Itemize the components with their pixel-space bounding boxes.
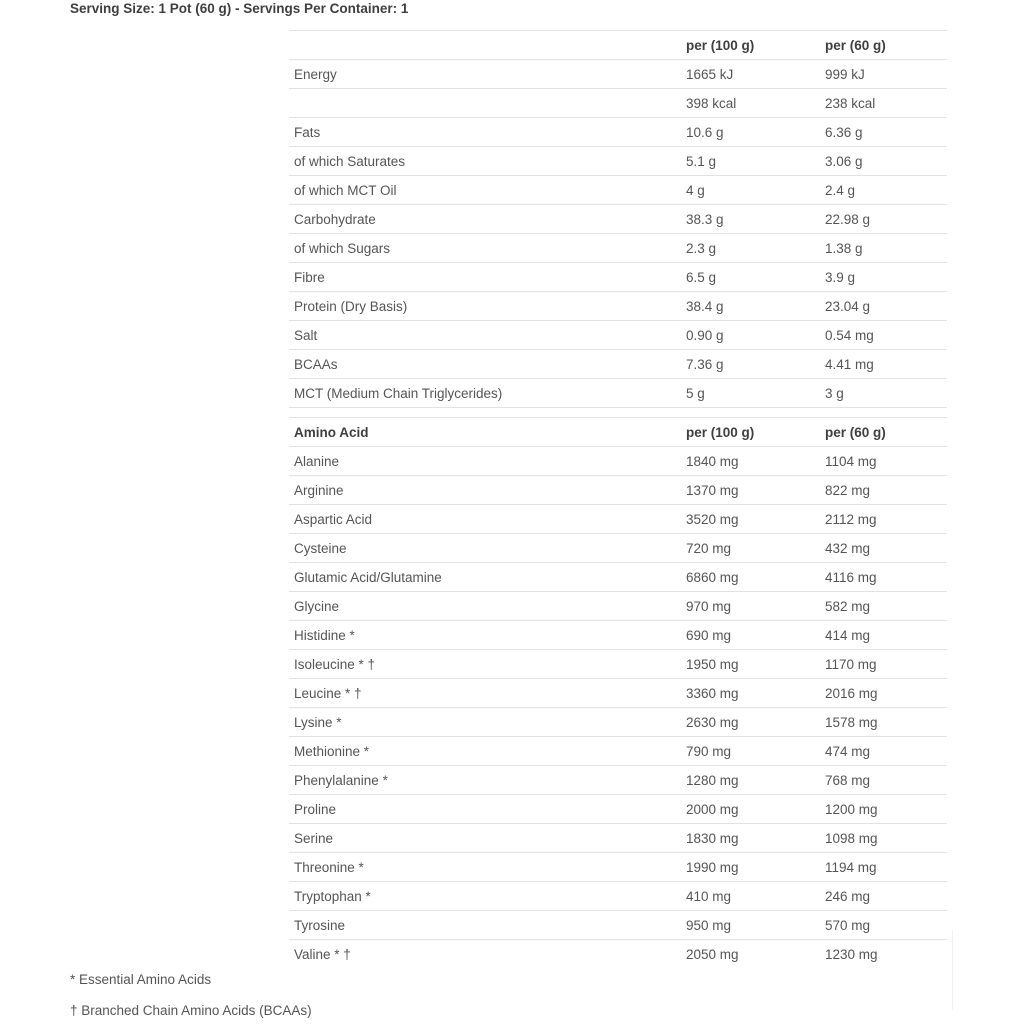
nutrient-name: Protein (Dry Basis) bbox=[294, 298, 408, 314]
per-100g-value: 3520 mg bbox=[686, 511, 739, 527]
per-60g-value: 2.4 g bbox=[825, 182, 856, 198]
nutrient-name: MCT (Medium Chain Triglycerides) bbox=[294, 385, 503, 401]
nutrient-name: Arginine bbox=[294, 482, 344, 498]
table-row bbox=[289, 117, 947, 146]
per-60g-value: 1.38 g bbox=[825, 240, 863, 256]
table-row bbox=[289, 707, 947, 736]
per-60g-value: 1098 mg bbox=[825, 830, 878, 846]
per-100g-value: 2000 mg bbox=[686, 801, 739, 817]
nutrient-name: Alanine bbox=[294, 453, 340, 469]
per-100g-value: 2630 mg bbox=[686, 714, 739, 730]
per-60g-value: 432 mg bbox=[825, 540, 871, 556]
per-100g-value: 2050 mg bbox=[686, 946, 739, 962]
nutrient-name: Proline bbox=[294, 801, 337, 817]
table-row bbox=[289, 852, 947, 881]
per-100g-value: per (100 g) bbox=[686, 424, 755, 440]
per-60g-value: 22.98 g bbox=[825, 211, 871, 227]
per-60g-value: 1200 mg bbox=[825, 801, 878, 817]
per-60g-value: 474 mg bbox=[825, 743, 871, 759]
per-100g-value: 3360 mg bbox=[686, 685, 739, 701]
per-60g-value: 246 mg bbox=[825, 888, 871, 904]
nutrient-name: Amino Acid bbox=[294, 424, 369, 440]
nutrient-name: of which Sugars bbox=[294, 240, 391, 256]
per-100g-value: 38.3 g bbox=[686, 211, 724, 227]
per-60g-value: 0.54 mg bbox=[825, 327, 874, 343]
table-row bbox=[289, 504, 947, 533]
per-60g-value: 1170 mg bbox=[825, 656, 877, 672]
table-row bbox=[289, 678, 947, 707]
per-100g-value: 4 g bbox=[686, 182, 705, 198]
nutrition-table bbox=[289, 30, 947, 968]
per-60g-value: per (60 g) bbox=[825, 37, 886, 53]
per-60g-value: 1194 mg bbox=[825, 859, 877, 875]
nutrient-name: Tyrosine bbox=[294, 917, 346, 933]
per-100g-value: 7.36 g bbox=[686, 356, 724, 372]
table-row bbox=[289, 533, 947, 562]
nutrient-name: BCAAs bbox=[294, 356, 338, 372]
table-row bbox=[289, 88, 947, 117]
table-row bbox=[289, 262, 947, 291]
table-row bbox=[289, 233, 947, 262]
nutrient-name: of which Saturates bbox=[294, 153, 406, 169]
per-100g-value: 5.1 g bbox=[686, 153, 717, 169]
per-100g-value: 1830 mg bbox=[686, 830, 739, 846]
per-60g-value: 23.04 g bbox=[825, 298, 871, 314]
per-60g-value: 3.9 g bbox=[825, 269, 856, 285]
per-100g-value: 6.5 g bbox=[686, 269, 717, 285]
section-spacer bbox=[289, 407, 947, 417]
per-60g-value: 4.41 mg bbox=[825, 356, 874, 372]
table-row bbox=[289, 175, 947, 204]
footnote-bcaa: † Branched Chain Amino Acids (BCAAs) bbox=[70, 1003, 312, 1018]
table-row bbox=[289, 446, 947, 475]
divider bbox=[952, 930, 953, 1010]
per-100g-value: 790 mg bbox=[686, 743, 732, 759]
table-row bbox=[289, 146, 947, 175]
nutrient-name: Phenylalanine * bbox=[294, 772, 388, 788]
table-row bbox=[289, 475, 947, 504]
nutrient-name: Aspartic Acid bbox=[294, 511, 373, 527]
amino-acid-header-row bbox=[289, 417, 947, 446]
per-60g-value: 1578 mg bbox=[825, 714, 878, 730]
nutrient-name: Leucine * † bbox=[294, 685, 362, 701]
per-100g-value: 398 kcal bbox=[686, 95, 737, 111]
table-row bbox=[289, 823, 947, 852]
nutrient-name: Fats bbox=[294, 124, 321, 140]
per-100g-value: 950 mg bbox=[686, 917, 732, 933]
per-100g-value: 0.90 g bbox=[686, 327, 724, 343]
table-row bbox=[289, 794, 947, 823]
table-row bbox=[289, 59, 947, 88]
per-60g-value: 1230 mg bbox=[825, 946, 878, 962]
table-row bbox=[289, 291, 947, 320]
per-100g-value: 690 mg bbox=[686, 627, 732, 643]
per-100g-value: 38.4 g bbox=[686, 298, 724, 314]
table-row bbox=[289, 620, 947, 649]
per-60g-value: 414 mg bbox=[825, 627, 871, 643]
per-60g-value: 3 g bbox=[825, 385, 844, 401]
nutrient-name: Cysteine bbox=[294, 540, 347, 556]
per-100g-value: 1280 mg bbox=[686, 772, 739, 788]
table-row bbox=[289, 591, 947, 620]
table-row bbox=[289, 320, 947, 349]
table-row bbox=[289, 736, 947, 765]
per-100g-value: 410 mg bbox=[686, 888, 732, 904]
nutrient-name: Glycine bbox=[294, 598, 340, 614]
per-100g-value: 6860 mg bbox=[686, 569, 739, 585]
table-row bbox=[289, 204, 947, 233]
per-100g-value: 720 mg bbox=[686, 540, 732, 556]
per-100g-value: 1665 kJ bbox=[686, 66, 734, 82]
per-100g-value: 1950 mg bbox=[686, 656, 739, 672]
footnote-essential: * Essential Amino Acids bbox=[70, 972, 212, 987]
nutrient-name: Histidine * bbox=[294, 627, 355, 643]
nutrient-name: of which MCT Oil bbox=[294, 182, 397, 198]
nutrient-name: Isoleucine * † bbox=[294, 656, 376, 672]
table-row bbox=[289, 881, 947, 910]
per-100g-value: 2.3 g bbox=[686, 240, 717, 256]
nutrient-name: Glutamic Acid/Glutamine bbox=[294, 569, 442, 585]
per-100g-value: per (100 g) bbox=[686, 37, 755, 53]
nutrient-name: Lysine * bbox=[294, 714, 342, 730]
per-60g-value: 582 mg bbox=[825, 598, 871, 614]
per-60g-value: 6.36 g bbox=[825, 124, 863, 140]
per-60g-value: 570 mg bbox=[825, 917, 871, 933]
nutrient-name: Salt bbox=[294, 327, 318, 343]
nutrient-name: Energy bbox=[294, 66, 337, 82]
table-row bbox=[289, 378, 947, 407]
per-60g-value: 822 mg bbox=[825, 482, 871, 498]
table-row bbox=[289, 939, 947, 968]
per-60g-value: 238 kcal bbox=[825, 95, 876, 111]
per-60g-value: 1104 mg bbox=[825, 453, 877, 469]
per-60g-value: 3.06 g bbox=[825, 153, 863, 169]
per-100g-value: 970 mg bbox=[686, 598, 732, 614]
nutrition-header-row bbox=[289, 30, 947, 59]
nutrient-name: Fibre bbox=[294, 269, 325, 285]
nutrient-name: Methionine * bbox=[294, 743, 370, 759]
per-100g-value: 10.6 g bbox=[686, 124, 724, 140]
per-60g-value: 2016 mg bbox=[825, 685, 878, 701]
nutrient-name: Tryptophan * bbox=[294, 888, 371, 904]
nutrient-name: Carbohydrate bbox=[294, 211, 376, 227]
table-row bbox=[289, 765, 947, 794]
serving-size-heading: Serving Size: 1 Pot (60 g) - Servings Per Container: 1 bbox=[70, 1, 409, 16]
per-100g-value: 1840 mg bbox=[686, 453, 739, 469]
per-60g-value: 4116 mg bbox=[825, 569, 877, 585]
per-60g-value: per (60 g) bbox=[825, 424, 886, 440]
per-100g-value: 5 g bbox=[686, 385, 705, 401]
table-row bbox=[289, 349, 947, 378]
per-100g-value: 1370 mg bbox=[686, 482, 739, 498]
nutrient-name: Threonine * bbox=[294, 859, 364, 875]
nutrient-name: Serine bbox=[294, 830, 334, 846]
per-60g-value: 2112 mg bbox=[825, 511, 877, 527]
table-row bbox=[289, 910, 947, 939]
per-100g-value: 1990 mg bbox=[686, 859, 739, 875]
per-60g-value: 999 kJ bbox=[825, 66, 865, 82]
table-row bbox=[289, 649, 947, 678]
nutrient-name: Valine * † bbox=[294, 946, 351, 962]
table-row bbox=[289, 562, 947, 591]
per-60g-value: 768 mg bbox=[825, 772, 871, 788]
